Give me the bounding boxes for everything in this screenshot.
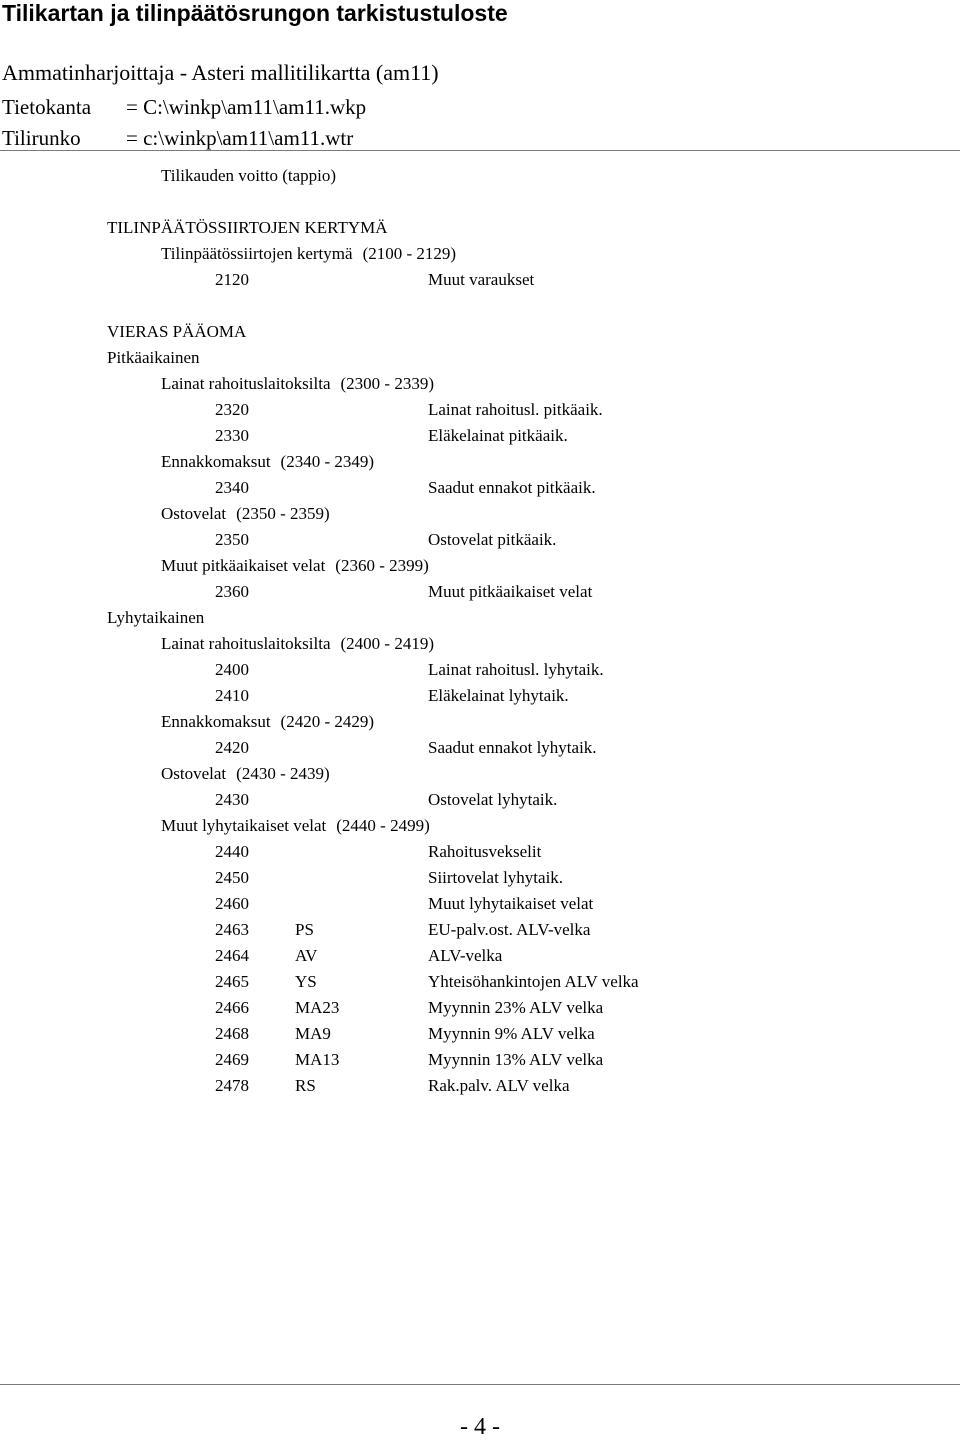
account-number: 2450 xyxy=(215,868,249,887)
group-name-text: Lainat rahoituslaitoksilta xyxy=(161,634,331,653)
section-text: Tilikauden voitto (tappio) xyxy=(161,166,337,185)
group-name-text: Ennakkomaksut xyxy=(161,712,271,731)
account-row xyxy=(0,839,960,865)
account-group-row xyxy=(0,709,960,735)
account-group-row xyxy=(0,241,960,267)
group-range: (2340 - 2349) xyxy=(280,452,375,471)
framework-path: = c:\winkp\am11\am11.wtr xyxy=(126,126,354,150)
account-number: 2469 xyxy=(215,1050,249,1069)
account-number: 2465 xyxy=(215,972,249,991)
account-row xyxy=(0,579,960,605)
account-number: 2466 xyxy=(215,998,249,1017)
account-row xyxy=(0,475,960,501)
report-subtitle: Ammatinharjoittaja - Asteri mallitilikartta (am11) xyxy=(2,60,439,85)
spacer-row xyxy=(0,293,960,319)
group-name-text: Lainat rahoituslaitoksilta xyxy=(161,374,331,393)
section-text: Lyhytaikainen xyxy=(107,608,205,627)
account-name: Eläkelainat lyhytaik. xyxy=(428,686,569,705)
account-name: EU-palv.ost. ALV-velka xyxy=(428,920,591,939)
account-number: 2468 xyxy=(215,1024,249,1043)
group-range: (2360 - 2399) xyxy=(335,556,429,575)
group-label xyxy=(161,449,374,475)
account-name: Muut lyhytaikaiset velat xyxy=(428,894,594,913)
account-name: Myynnin 13% ALV velka xyxy=(428,1050,604,1069)
vat-code: PS xyxy=(295,920,314,939)
vat-code: MA23 xyxy=(295,998,340,1017)
group-range: (2100 - 2129) xyxy=(362,244,457,263)
account-row xyxy=(0,1073,960,1099)
account-row xyxy=(0,787,960,813)
vat-code: MA9 xyxy=(295,1024,331,1043)
group-label xyxy=(161,813,430,839)
section-text: VIERAS PÄÄOMA xyxy=(107,322,247,341)
vat-code: MA13 xyxy=(295,1050,340,1069)
group-range: (2430 - 2439) xyxy=(236,764,330,783)
section-text: Pitkäaikainen xyxy=(107,348,200,367)
account-row xyxy=(0,527,960,553)
account-number: 2400 xyxy=(215,660,249,679)
account-number: 2360 xyxy=(215,582,249,601)
account-name: Rak.palv. ALV velka xyxy=(428,1076,570,1095)
group-range: (2350 - 2359) xyxy=(236,504,330,523)
group-range: (2300 - 2339) xyxy=(340,374,434,393)
account-row xyxy=(0,683,960,709)
account-number: 2340 xyxy=(215,478,249,497)
account-group-row xyxy=(0,631,960,657)
account-row xyxy=(0,1021,960,1047)
vat-code: RS xyxy=(295,1076,316,1095)
account-group-row xyxy=(0,371,960,397)
report-title: Tilikartan ja tilinpäätösrungon tarkistustuloste xyxy=(2,0,508,26)
account-row xyxy=(0,917,960,943)
group-label xyxy=(161,553,429,579)
group-name-text: Ostovelat xyxy=(161,764,227,783)
account-group-row xyxy=(0,501,960,527)
account-number: 2330 xyxy=(215,426,249,445)
account-row xyxy=(0,267,960,293)
account-name: Saadut ennakot lyhytaik. xyxy=(428,738,597,757)
account-listing xyxy=(0,163,960,1099)
database-path: = C:\winkp\am11\am11.wkp xyxy=(126,95,367,119)
account-name: Saadut ennakot pitkäaik. xyxy=(428,478,596,497)
account-row xyxy=(0,1047,960,1073)
account-number: 2460 xyxy=(215,894,249,913)
account-group-row xyxy=(0,761,960,787)
account-row xyxy=(0,969,960,995)
group-name-text: Ennakkomaksut xyxy=(161,452,271,471)
account-number: 2440 xyxy=(215,842,249,861)
account-number: 2430 xyxy=(215,790,249,809)
framework-label: Tilirunko xyxy=(2,126,81,150)
account-number: 2120 xyxy=(215,270,249,289)
account-group-row xyxy=(0,449,960,475)
account-number: 2320 xyxy=(215,400,249,419)
group-name-text: Tilinpäätössiirtojen kertymä xyxy=(161,244,353,263)
account-name: Muut varaukset xyxy=(428,270,535,289)
account-name: Eläkelainat pitkäaik. xyxy=(428,426,568,445)
account-name: Ostovelat pitkäaik. xyxy=(428,530,557,549)
account-name: Rahoitusvekselit xyxy=(428,842,542,861)
group-label xyxy=(161,241,456,267)
database-label: Tietokanta xyxy=(2,95,92,119)
account-number: 2350 xyxy=(215,530,249,549)
account-row xyxy=(0,865,960,891)
group-label xyxy=(161,709,374,735)
account-name: Lainat rahoitusl. lyhytaik. xyxy=(428,660,604,679)
account-name: Ostovelat lyhytaik. xyxy=(428,790,558,809)
account-name: Siirtovelat lyhytaik. xyxy=(428,868,564,887)
account-group-row xyxy=(0,813,960,839)
group-name-text: Muut pitkäaikaiset velat xyxy=(161,556,326,575)
section-text: TILINPÄÄTÖSSIIRTOJEN KERTYMÄ xyxy=(107,218,388,237)
group-label xyxy=(161,631,434,657)
account-number: 2410 xyxy=(215,686,249,705)
group-name-text: Muut lyhytaikaiset velat xyxy=(161,816,327,835)
header-divider xyxy=(0,150,960,151)
vat-code: YS xyxy=(295,972,317,991)
account-number: 2463 xyxy=(215,920,249,939)
account-row xyxy=(0,943,960,969)
account-number: 2420 xyxy=(215,738,249,757)
account-name: Lainat rahoitusl. pitkäaik. xyxy=(428,400,603,419)
vat-code: AV xyxy=(295,946,318,965)
account-name: ALV-velka xyxy=(428,946,503,965)
summary-line xyxy=(0,163,960,189)
group-range: (2420 - 2429) xyxy=(280,712,375,731)
account-row xyxy=(0,891,960,917)
section-heading xyxy=(0,605,960,631)
account-row xyxy=(0,657,960,683)
account-number: 2478 xyxy=(215,1076,249,1095)
group-name-text: Ostovelat xyxy=(161,504,227,523)
account-group-row xyxy=(0,553,960,579)
account-name: Myynnin 23% ALV velka xyxy=(428,998,604,1017)
account-name: Yhteisöhankintojen ALV velka xyxy=(428,972,639,991)
account-row xyxy=(0,397,960,423)
group-range: (2440 - 2499) xyxy=(336,816,430,835)
account-row xyxy=(0,735,960,761)
footer-divider xyxy=(0,1384,960,1385)
section-heading xyxy=(0,319,960,345)
group-label xyxy=(161,371,434,397)
account-name: Myynnin 9% ALV velka xyxy=(428,1024,595,1043)
account-name: Muut pitkäaikaiset velat xyxy=(428,582,593,601)
group-range: (2400 - 2419) xyxy=(340,634,434,653)
account-row xyxy=(0,423,960,449)
account-number: 2464 xyxy=(215,946,249,965)
group-label xyxy=(161,501,330,527)
section-heading xyxy=(0,215,960,241)
page-number: - 4 - xyxy=(460,1414,500,1440)
group-label xyxy=(161,761,330,787)
section-heading xyxy=(0,345,960,371)
spacer-row xyxy=(0,189,960,215)
account-row xyxy=(0,995,960,1021)
